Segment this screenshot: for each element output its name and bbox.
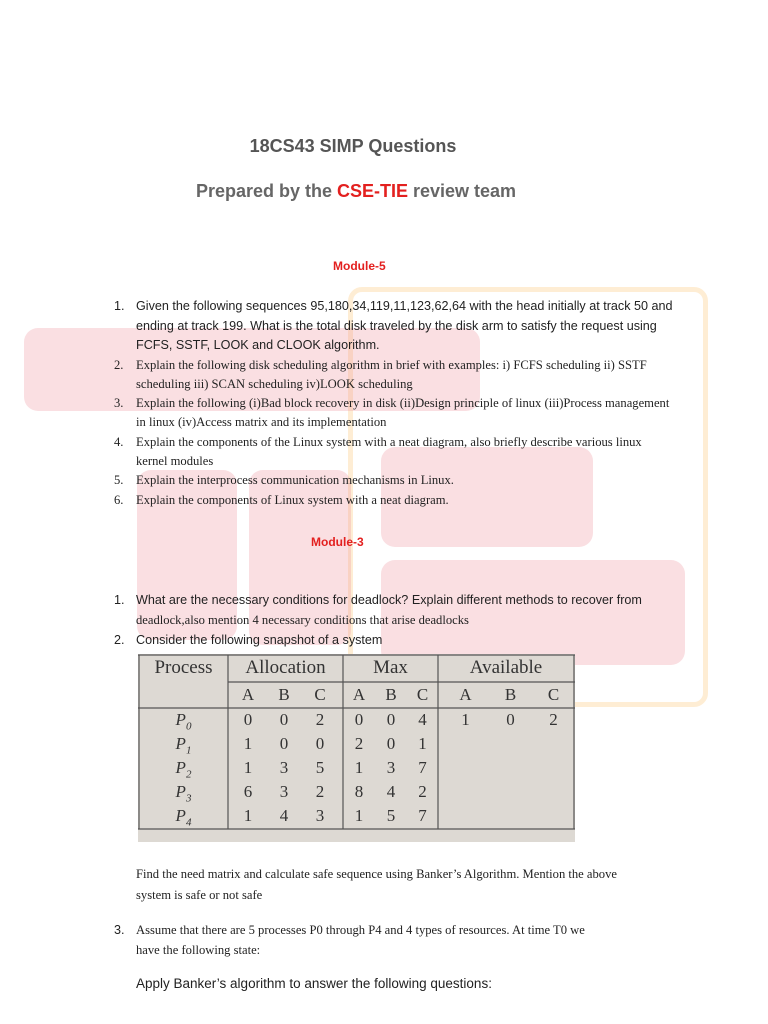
col-c: C — [314, 685, 326, 704]
table-cell: 2 — [549, 710, 558, 729]
process-index: 0 — [185, 720, 192, 733]
table-cell: 0 — [279, 710, 289, 729]
table-cell: 0 — [279, 734, 289, 753]
process-letter: P — [175, 758, 186, 777]
followup-line: Find the need matrix and calculate safe sequence using Banker’s Algorithm. Mention the above — [136, 867, 617, 881]
table-cell: 0 — [386, 710, 396, 729]
table-row-process — [139, 734, 228, 756]
table-cell: 5 — [386, 806, 396, 825]
process-index: 1 — [185, 744, 192, 757]
table-cell: 2 — [315, 710, 325, 729]
module-3-heading: Module-3 — [311, 535, 364, 549]
question-text: Explain the following (i)Bad block recovery in disk (ii)Design principle of linux (iii)Process management in linux (iv)Access matrix and its implementation — [136, 396, 670, 430]
table-cell: 1 — [354, 758, 364, 777]
col-b: B — [278, 685, 290, 704]
question-number: 1. — [114, 299, 125, 313]
process-letter: P — [175, 710, 186, 729]
list-item — [114, 394, 674, 433]
table-row-process — [139, 806, 228, 828]
snapshot-table-image — [138, 654, 575, 842]
list-item — [114, 433, 674, 472]
table-header-allocation: Allocation — [245, 657, 326, 678]
table-cell: 2 — [354, 734, 364, 753]
table-cell: 4 — [279, 806, 289, 825]
table-cell: 4 — [386, 782, 396, 801]
question-text-line: deadlock,also mention 4 necessary conditions that arise deadlocks — [136, 612, 469, 627]
question-2-followup — [136, 864, 736, 906]
module-3-question-2 — [114, 631, 674, 651]
question-number: 6. — [114, 492, 124, 507]
question-number: 2. — [114, 357, 124, 372]
table-cell: 1 — [243, 734, 253, 753]
followup-line: system is safe or not safe — [136, 888, 263, 902]
question-number: 1. — [114, 593, 125, 607]
table-row-process — [139, 758, 228, 780]
subtitle-suffix: review team — [408, 181, 517, 201]
question-text: Explain the interprocess communication mechanisms in Linux. — [136, 473, 454, 488]
table-cell: 0 — [315, 734, 325, 753]
col-b: B — [504, 685, 517, 704]
table-cell: 3 — [279, 782, 289, 801]
list-item — [114, 297, 674, 356]
table-header-process: Process — [154, 657, 213, 678]
col-a: A — [352, 685, 366, 704]
table-cell: 0 — [386, 734, 396, 753]
page-title: 18CS43 SIMP Questions — [249, 136, 457, 156]
question-text: Explain the following disk scheduling algorithm in brief with examples: i) FCFS scheduling ii) SSTF scheduling iii) SCAN scheduling iv)LOOK scheduling — [136, 357, 647, 391]
table-cell: 3 — [279, 758, 289, 777]
question-text: Consider the following snapshot of a system — [136, 633, 383, 647]
question-number: 3. — [114, 923, 125, 937]
table-cell: 1 — [354, 806, 364, 825]
question-text-line: What are the necessary conditions for deadlock? Explain different methods to recover from — [136, 593, 642, 607]
col-b: B — [385, 685, 397, 704]
table-cell: 0 — [243, 710, 253, 729]
subtitle-accent: CSE-TIE — [336, 181, 408, 201]
table-row-process — [139, 710, 228, 732]
table-cell: 5 — [315, 758, 325, 777]
question-text: Given the following sequences 95,180,34,119,11,123,62,64 with the head initially at track 50 and ending at track 199. What is the total disk traveled by the disk arm to satisfy the request using FCFS, SSTF, LOOK and CLOOK algorithm. — [136, 299, 673, 352]
process-letter: P — [175, 806, 186, 825]
question-text-line: Assume that there are 5 processes P0 through P4 and 4 types of resources. At time T0 we — [136, 923, 585, 937]
bankers-apply-text: Apply Banker’s algorithm to answer the following questions: — [136, 976, 492, 991]
table-cell: 6 — [243, 782, 253, 801]
module-5-question-list — [114, 297, 674, 510]
module-3-question-3 — [114, 920, 714, 960]
list-item — [114, 356, 674, 395]
subtitle-prefix: Prepared by the — [195, 181, 337, 201]
col-a: A — [241, 685, 255, 704]
process-index: 3 — [185, 792, 192, 805]
table-cell: 3 — [386, 758, 396, 777]
table-cell: 3 — [315, 806, 325, 825]
question-text-line: have the following state: — [136, 943, 261, 957]
process-letter: P — [175, 734, 186, 753]
table-cell: 1 — [418, 734, 427, 753]
question-number: 5. — [114, 473, 124, 488]
process-index: 2 — [185, 768, 192, 781]
table-cell: 2 — [418, 782, 427, 801]
process-letter: P — [175, 782, 186, 801]
table-cell: 7 — [418, 806, 427, 825]
table-header-available: Available — [469, 657, 543, 678]
question-text: Explain the components of Linux system with a neat diagram. — [136, 492, 449, 507]
table-row-process — [139, 782, 228, 804]
table-cell: 7 — [418, 758, 427, 777]
table-cell: 2 — [315, 782, 325, 801]
list-item — [114, 471, 674, 490]
col-c: C — [547, 685, 560, 704]
question-number: 2. — [114, 633, 125, 647]
col-c: C — [416, 685, 429, 704]
table-cell: 8 — [354, 782, 364, 801]
table-header-max: Max — [373, 657, 408, 678]
module-5-heading: Module-5 — [333, 259, 386, 273]
table-cell: 0 — [506, 710, 515, 729]
process-index: 4 — [185, 816, 192, 829]
question-number: 3. — [114, 396, 124, 411]
list-item — [114, 491, 674, 510]
table-cell: 1 — [461, 710, 470, 729]
table-cell: 1 — [243, 758, 253, 777]
col-a: A — [459, 685, 472, 704]
question-text: Explain the components of the Linux system with a neat diagram, also briefly describe various linux kernel modules — [136, 434, 642, 468]
question-number: 4. — [114, 434, 124, 449]
table-cell: 1 — [243, 806, 253, 825]
table-cell: 4 — [418, 710, 427, 729]
table-cell: 0 — [354, 710, 364, 729]
module-3-question-1 — [114, 591, 714, 630]
page-subtitle — [0, 181, 712, 202]
